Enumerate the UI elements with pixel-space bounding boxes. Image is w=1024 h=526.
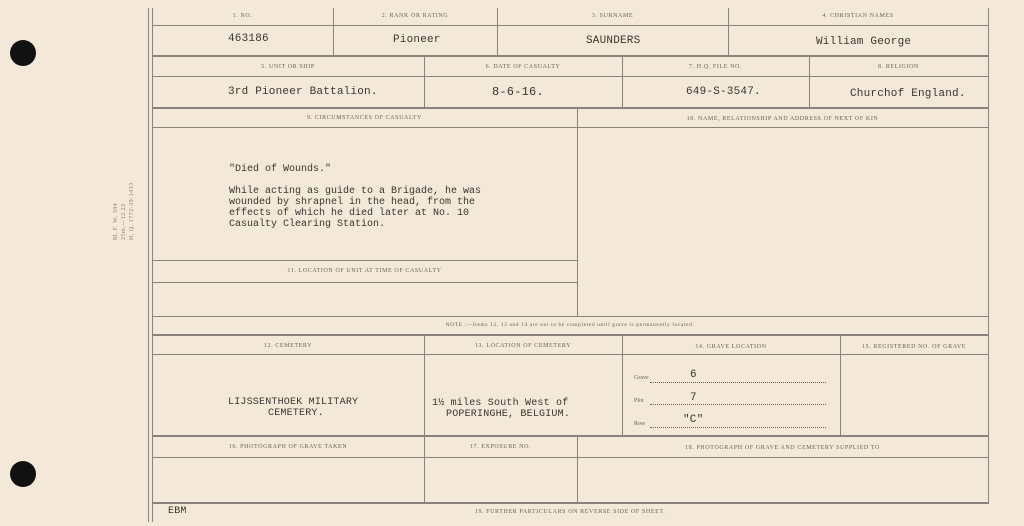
label-no: 1. NO. (232, 13, 253, 19)
value-row: "C" (683, 414, 704, 426)
value-location-cemetery-2: POPERINGHE, BELGIUM. (446, 409, 571, 420)
label-unit: 5. UNIT OR SHIP (261, 64, 315, 70)
value-date-casualty: 8-6-16. (492, 85, 544, 99)
label-cemetery: 12. CEMETERY (263, 343, 313, 349)
label-circumstances: 9. CIRCUMSTANCES OF CASUALTY (307, 115, 422, 121)
value-unit: 3rd Pioneer Battalion. (228, 86, 378, 98)
value-plot: 7 (690, 392, 697, 404)
label-photograph-taken: 16. PHOTOGRAPH OF GRAVE TAKEN (228, 444, 348, 450)
circumstances-line-2: wounded by shrapnel in the head, from the (229, 197, 476, 208)
note-text: NOTE :—Items 12, 13 and 14 are not to be completed until grave is permanently located. (445, 322, 695, 328)
label-location-unit: 11. LOCATION OF UNIT AT TIME OF CASUALTY (287, 268, 442, 274)
punch-hole-bottom (10, 461, 36, 487)
label-location-cemetery: 13. LOCATION OF CEMETERY (474, 343, 572, 349)
label-christian-names: 4. CHRISTIAN NAMES (822, 13, 894, 19)
punch-hole-top (10, 40, 36, 66)
label-plot: Plot (634, 398, 644, 404)
label-row: Row (634, 421, 646, 427)
label-next-of-kin: 10. NAME, RELATIONSHIP AND ADDRESS OF NEXT OF KIN (686, 116, 879, 122)
value-rank: Pioneer (393, 34, 441, 46)
value-no: 463186 (228, 33, 269, 45)
value-hq-file: 649-S-3547. (686, 86, 761, 98)
value-cemetery-1: LIJSSENTHOEK MILITARY (228, 397, 359, 408)
label-grave: Grave (634, 375, 649, 381)
value-cemetery-2: CEMETERY. (268, 408, 324, 419)
circumstances-line-3: effects of which he died later at No. 10 (229, 208, 470, 219)
label-exposure: 17. EXPOSURE NO. (469, 444, 532, 450)
circumstances-line-4: Casualty Clearing Station. (229, 219, 386, 230)
label-hq-file: 7. H.Q. FILE NO. (688, 64, 743, 70)
label-registered-no: 15. REGISTERED NO. OF GRAVE (861, 344, 967, 350)
circumstances-heading: "Died of Wounds." (229, 164, 332, 175)
label-date-casualty: 6. DATE OF CASUALTY (485, 64, 561, 70)
form-code: M. F. W. 384 25m.—12.22 H. Q. 1772-39-1433 (113, 182, 135, 240)
value-religion: Churchof England. (850, 88, 966, 100)
clerk-initials: EBM (168, 506, 187, 517)
label-religion: 8. RELIGION (878, 64, 919, 70)
label-rank: 2. RANK OR RATING (381, 13, 449, 19)
label-photograph-supplied: 18. PHOTOGRAPH OF GRAVE AND CEMETERY SUPPLIED TO (685, 445, 880, 451)
label-further-particulars: 19. FURTHER PARTICULARS ON REVERSE SIDE OF SHEET. (474, 509, 666, 515)
value-surname: SAUNDERS (586, 35, 641, 47)
value-grave: 6 (690, 369, 697, 381)
label-grave-location: 14. GRAVE LOCATION (695, 344, 767, 350)
label-surname: 3. SURNAME (591, 13, 634, 19)
circumstances-line-1: While acting as guide to a Brigade, he was (229, 186, 482, 197)
value-location-cemetery-1: 1½ miles South West of (432, 398, 569, 409)
value-christian-names: William George (816, 36, 912, 48)
